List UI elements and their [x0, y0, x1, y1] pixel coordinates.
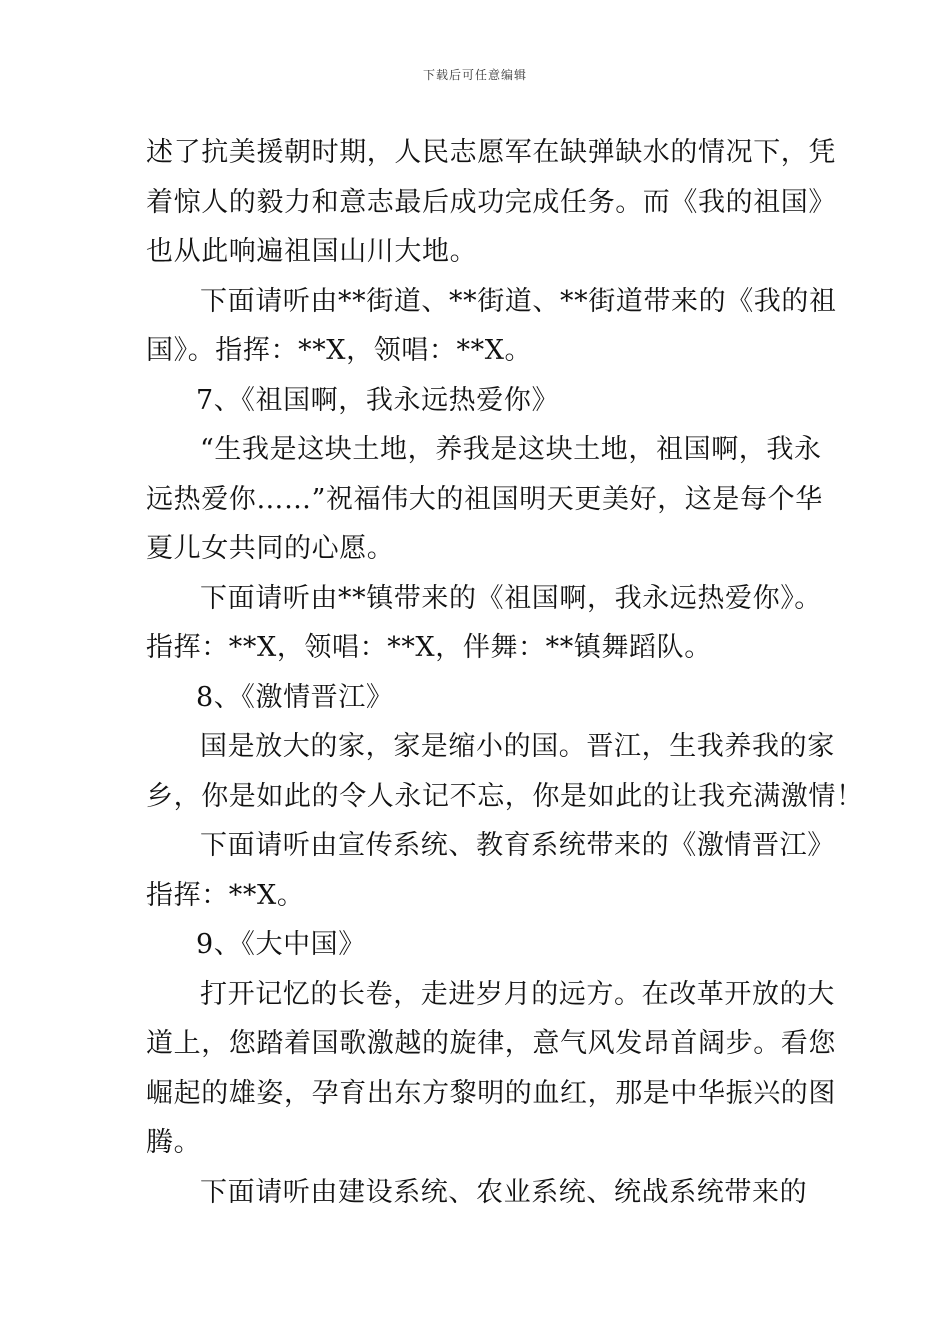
text-line: 国》。指挥：**X，领唱：**X。 — [146, 335, 533, 366]
text-line: 着惊人的毅力和意志最后成功完成任务。而《我的祖国》 — [146, 186, 836, 218]
text-line: 崛起的雄姿，孕育出东方黎明的血红，那是中华振兴的图 — [146, 1077, 836, 1109]
text-line: 远热爱你……”祝福伟大的祖国明天更美好，这是每个华 — [146, 483, 823, 515]
text-line: 指挥：**X，领唱：**X，伴舞：**镇舞蹈队。 — [146, 632, 712, 663]
text-line: 乡，你是如此的令人永记不忘，你是如此的让我充满激情！ — [146, 780, 864, 812]
text-line: 下面请听由宣传系统、教育系统带来的《激情晋江》 — [200, 830, 835, 861]
text-line: 下面请听由**镇带来的《祖国啊，我永远热爱你》。 — [200, 582, 822, 614]
section-heading: 9、《大中国》 — [196, 929, 366, 960]
page-header: 下载后可任意编辑 — [422, 68, 527, 82]
text-line: 述了抗美援朝时期，人民志愿军在缺弹缺水的情况下，凭 — [146, 137, 836, 168]
text-line: 打开记忆的长卷，走进岁月的远方。在改革开放的大 — [200, 978, 835, 1010]
text-line: “生我是这块土地，养我是这块土地，祖国啊，我永 — [200, 434, 822, 465]
text-line: 腾。 — [146, 1127, 202, 1158]
section-heading: 8、《激情晋江》 — [196, 681, 394, 713]
text-line: 下面请听由**街道、**街道、**街道带来的《我的祖 — [200, 285, 837, 317]
text-line: 也从此响遍祖国山川大地。 — [146, 236, 478, 267]
section-heading: 7、《祖国啊，我永远热爱你》 — [196, 384, 560, 416]
body-text — [146, 128, 864, 1217]
text-line: 道上，您踏着国歌激越的旋律，意气风发昂首阔步。看您 — [146, 1028, 836, 1059]
text-line: 指挥：**X。 — [146, 879, 305, 911]
text-line: 下面请听由建设系统、农业系统、统战系统带来的 — [200, 1176, 808, 1208]
text-line: 夏儿女共同的心愿。 — [146, 533, 395, 564]
text-line: 国是放大的家，家是缩小的国。晋江，生我养我的家 — [200, 731, 835, 762]
